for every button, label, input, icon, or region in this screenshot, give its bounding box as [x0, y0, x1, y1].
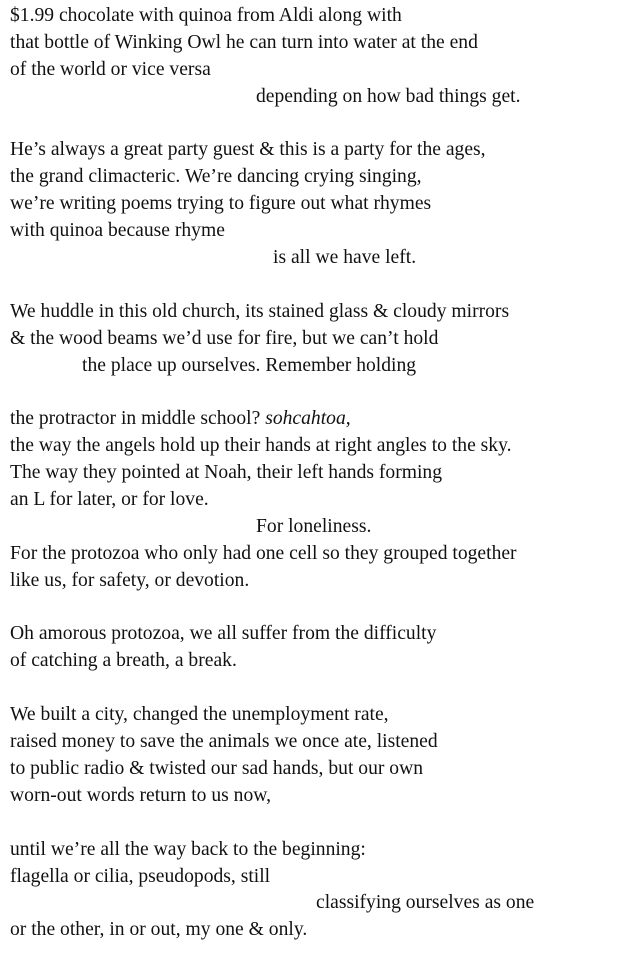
stanza-6: [10, 702, 622, 810]
poem-line-text: the protractor in middle school?: [10, 408, 261, 430]
poem-line-indented: For loneliness.: [256, 515, 372, 537]
stanza-2: [10, 137, 622, 271]
poem-line: & the wood beams we’d use for fire, but we can’t hold: [10, 327, 439, 349]
poem-line: The way they pointed at Noah, their left hands forming: [10, 462, 443, 484]
stanza-break: [10, 810, 622, 837]
poem-line: worn-out words return to us now,: [10, 784, 272, 806]
poem-line: the way the angels hold up their hands at right angles to the sky.: [10, 435, 512, 457]
poem-line: like us, for safety, or devotion.: [10, 569, 250, 591]
poem-line: an L for later, or for love.: [10, 489, 209, 511]
poem-line: We built a city, changed the unemployment rate,: [10, 704, 389, 726]
poem-line: flagella or cilia, pseudopods, still: [10, 865, 271, 887]
poem-line: $1.99 chocolate with quinoa from Aldi along with: [10, 5, 402, 26]
poem: [10, 3, 622, 944]
poem-italic-word: sohcahtoa,: [265, 408, 351, 430]
poem-line: to public radio & twisted our sad hands, but our own: [10, 757, 424, 779]
stanza-break: [10, 379, 622, 406]
poem-line: For the protozoa who only had one cell so they grouped together: [10, 542, 517, 564]
stanza-break: [10, 595, 622, 622]
poem-line: the grand climacteric. We’re dancing crying singing,: [10, 166, 422, 188]
poem-line-indented: the place up ourselves. Remember holding: [82, 354, 417, 376]
poem-line: of the world or vice versa: [10, 58, 211, 80]
poem-line: raised money to save the animals we once ate, listened: [10, 731, 438, 753]
stanza-4: [10, 406, 622, 594]
stanza-7: [10, 837, 622, 945]
poem-line: We huddle in this old church, its stained glass & cloudy mirrors: [10, 300, 510, 322]
stanza-5: [10, 621, 622, 675]
stanza-3: [10, 299, 622, 380]
poem-line: until we’re all the way back to the beginning:: [10, 838, 366, 860]
poem-line: Oh amorous protozoa, we all suffer from the difficulty: [10, 623, 437, 645]
stanza-break: [10, 675, 622, 702]
poem-line: of catching a breath, a break.: [10, 650, 237, 672]
poem-line: that bottle of Winking Owl he can turn into water at the end: [10, 31, 478, 53]
poem-line-indented: is all we have left.: [273, 247, 417, 269]
stanza-break: [10, 272, 622, 299]
poem-line-indented: depending on how bad things get.: [256, 85, 521, 107]
stanza-break: [10, 111, 622, 138]
poem-line: with quinoa because rhyme: [10, 220, 225, 242]
poem-line: we’re writing poems trying to figure out what rhymes: [10, 193, 432, 215]
poem-line: He’s always a great party guest & this is a party for the ages,: [10, 139, 486, 161]
poem-line: or the other, in or out, my one & only.: [10, 919, 308, 941]
poem-line-indented: classifying ourselves as one: [316, 892, 535, 914]
stanza-1: [10, 3, 622, 111]
poem-line: [10, 406, 622, 433]
